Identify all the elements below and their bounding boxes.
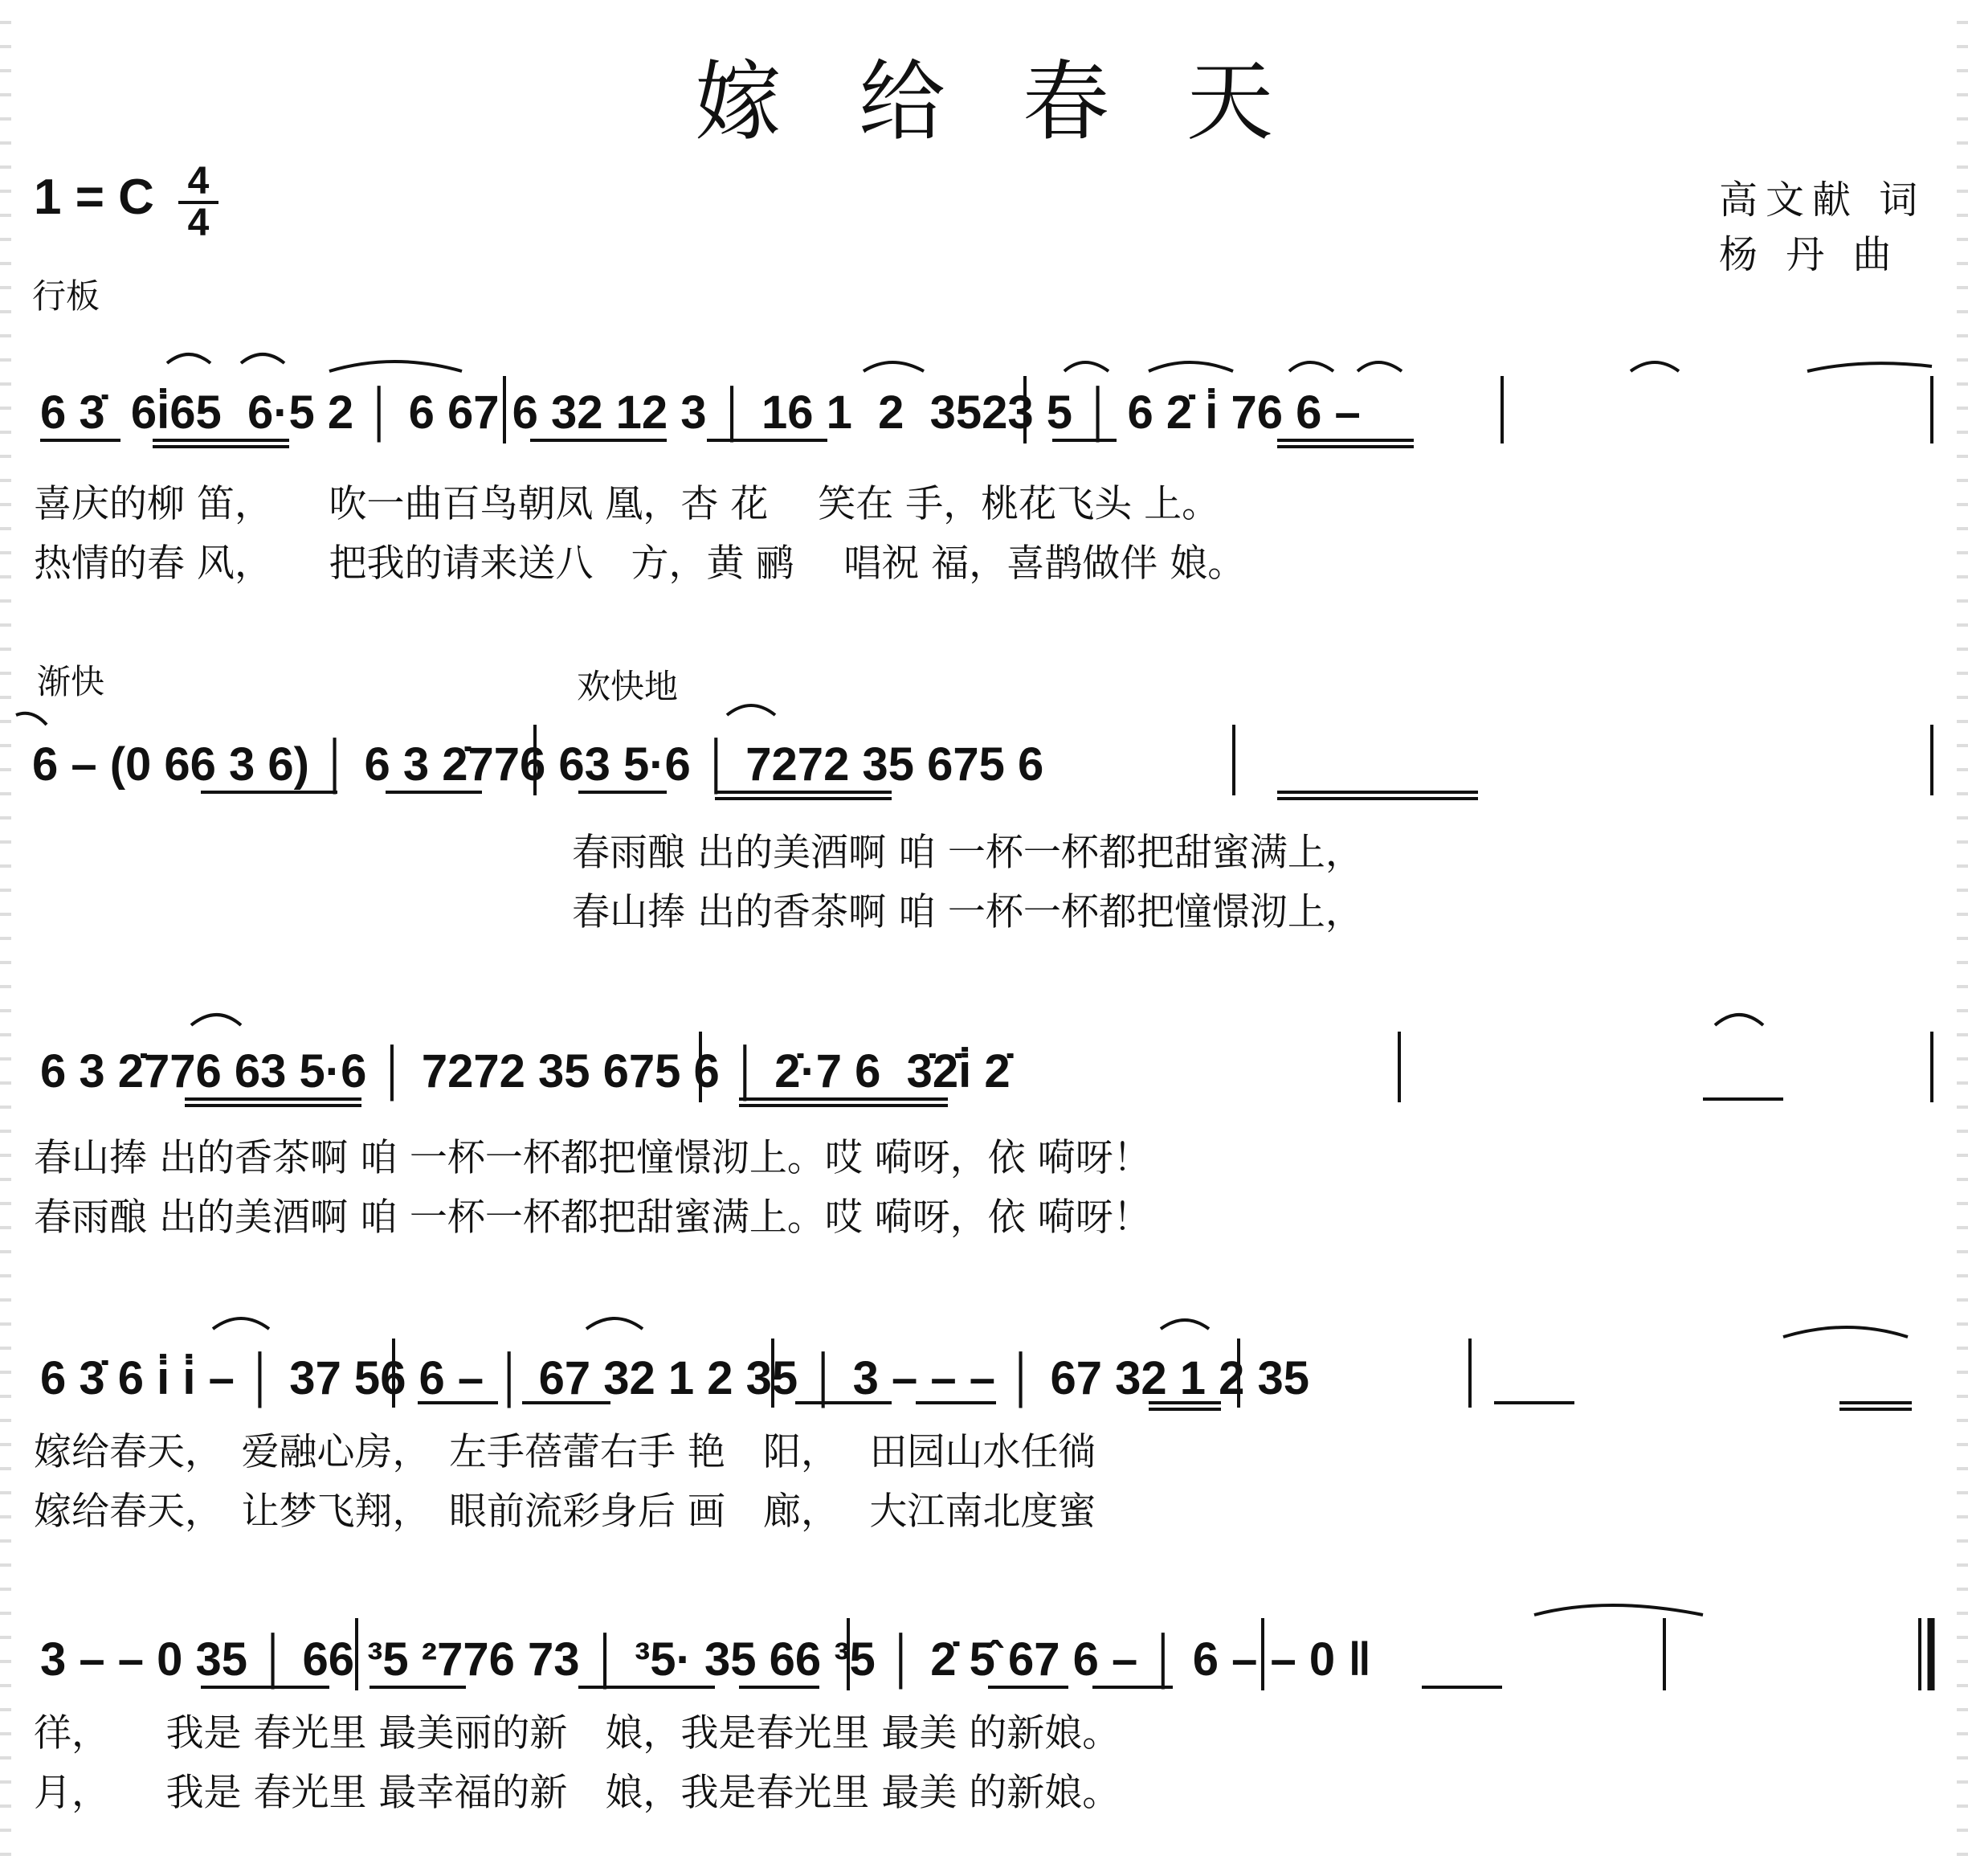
key-signature: 1 = C [34, 170, 154, 225]
slur [213, 1318, 269, 1329]
system-4-notes: 6 3̇ 6 i̇ i̇ – │ 37 56 6 – │ 67 32 1 2 35 │ 3 – – – │ 67 32 1 2 35 [40, 1352, 1310, 1404]
slur [1631, 362, 1679, 371]
slur [1807, 363, 1932, 371]
slur [864, 362, 924, 371]
slur [1783, 1327, 1908, 1337]
slur [1715, 1015, 1763, 1025]
slur [727, 705, 775, 715]
slur [191, 1015, 241, 1025]
tempo-lively: 欢快地 [577, 667, 679, 706]
slur [16, 713, 47, 725]
slur [1534, 1605, 1703, 1615]
system-4-lyric-2: 嫁给春天， 让梦飞翔， 眼前流彩身后 画 廊， 大江南北度蜜 [34, 1490, 1096, 1534]
system-1-lyric-1: 喜庆的柳 笛， 吹一曲百鸟朝凤 凰，杏 花 笑在 手，桃花飞头 上。 [34, 482, 1220, 526]
system-1-lyric-2: 热情的春 风， 把我的请来送八 方，黄 鹂 唱祝 福，喜鹊做伴 娘。 [34, 542, 1246, 586]
slur [241, 354, 284, 363]
system-5-lyric-1: 徉， 我是 春光里 最美丽的新 娘，我是春光里 最美 的新娘。 [34, 1711, 1121, 1755]
system-1-notes: 6 3̇ 6i̇65 6·5 2 │ 6 67 6 32 12 3 │ 16 1 2 3523 5 │ 6 2̇ i̇ 76 6 – [40, 386, 1361, 439]
page-title: 嫁给春天 [694, 52, 1350, 153]
lyricist-credit: 高文献 词 [1719, 178, 1926, 223]
slur [586, 1318, 643, 1329]
composer-credit: 杨 丹 曲 [1719, 232, 1900, 277]
slur [167, 354, 210, 363]
tempo-accelerando: 渐快 [37, 662, 105, 701]
system-5-lyric-2: 月， 我是 春光里 最幸福的新 娘，我是春光里 最美 的新娘。 [34, 1771, 1121, 1815]
system-2-lyric-2: 春山捧 出的香茶啊 咱 一杯一杯都把憧憬沏上， [572, 890, 1363, 934]
system-2-notes: 6 – (0 66 3 6) │ 6 3 2̇776 63 5·6 │ 7272 35 675 6 [32, 738, 1044, 791]
time-denominator: 4 [187, 202, 210, 244]
slur [1064, 362, 1109, 371]
system-3-notes: 6 3 2̇776 63 5·6 │ 7272 35 675 6 │ 2̇·7 6 3̇2̇i̇ 2̇ [40, 1045, 1011, 1097]
time-numerator: 4 [178, 162, 218, 204]
slur [1161, 1320, 1209, 1329]
slur [1289, 362, 1333, 371]
slur [1149, 362, 1233, 371]
system-3-lyric-1: 春山捧 出的香茶啊 咱 一杯一杯都把憧憬沏上。哎 嗬呀，依 嗬呀！ [34, 1136, 1151, 1180]
system-4-lyric-1: 嫁给春天， 爱融心房， 左手蓓蕾右手 艳 阳， 田园山水任徜 [34, 1430, 1096, 1474]
system-3-lyric-2: 春雨酿 出的美酒啊 咱 一杯一杯都把甜蜜满上。哎 嗬呀，依 嗬呀！ [34, 1195, 1151, 1240]
slur [329, 362, 462, 371]
system-2-lyric-1: 春雨酿 出的美酒啊 咱 一杯一杯都把甜蜜满上， [572, 831, 1363, 875]
system-5-notes: 3 – – 0 35 │ 66 ³5 ²776 73 │ ³5· 35 66 ³5 │ 2̇ 5̂ 67 6 – │ 6 – – 0 ‖ [40, 1633, 1372, 1686]
tempo-start: 行板 [32, 276, 100, 316]
slur [1358, 362, 1402, 371]
